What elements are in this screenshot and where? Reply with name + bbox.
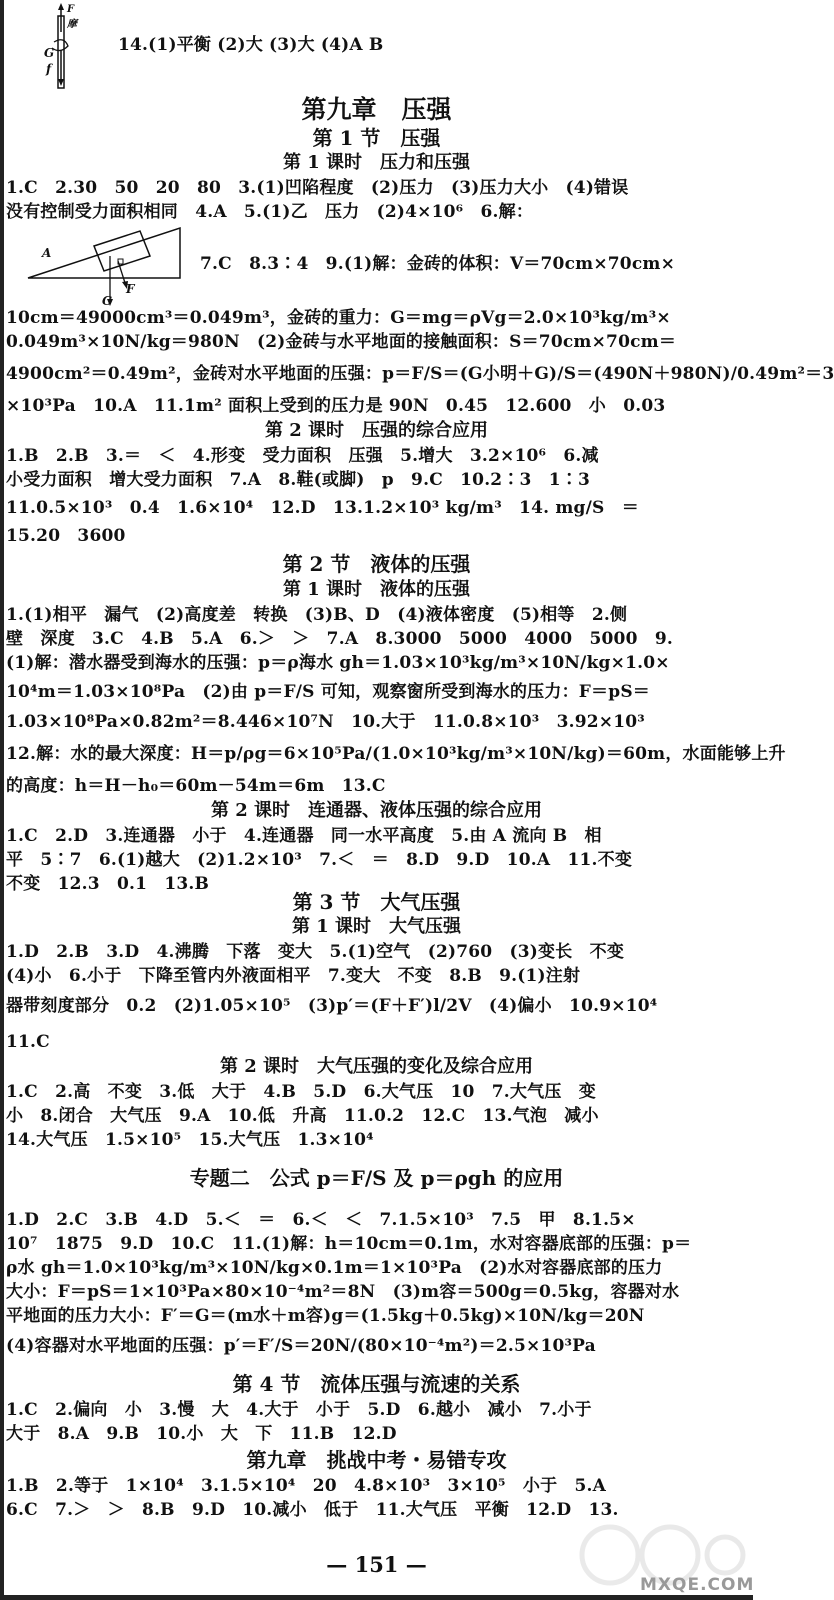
answer-line: 4900cm²＝0.49m²，金砖对水平地面的压强：p＝F/S＝(G小明＋G)/S＝(490N＋980N)/0.49m²＝3 (6, 364, 834, 384)
incline-label-a: A (42, 246, 52, 260)
answer-line: 1.C 2.D 3.连通器 小于 4.连通器 同一水平高度 5.由 A 流向 B 相 (6, 826, 602, 846)
answer-line: 14.大气压 1.5×10⁵ 15.大气压 1.3×10⁴ (6, 1130, 374, 1150)
force-label-top: F摩 (67, 4, 77, 30)
section-4-title: 第 4 节 流体压强与流速的关系 (232, 1372, 521, 1396)
incline-figure (22, 216, 192, 308)
answer-line: 器带刻度部分 0.2 (2)1.05×10⁵ (3)p′＝(F＋F′)l/2V (4)偏小 10.9×10⁴ (6, 996, 658, 1016)
answer-line: 1.C 2.偏向 小 3.慢 大 4.大于 小于 5.D 6.越小 减小 7.小于 (6, 1400, 592, 1420)
answer-line: 1.C 2.高 不变 3.低 大于 4.B 5.D 6.大气压 10 7.大气压 变 (6, 1082, 596, 1102)
section-1-title: 第 1 节 压强 (312, 126, 441, 150)
section-2-title: 第 2 节 液体的压强 (282, 552, 471, 576)
answer-line: 7.C 8.3∶4 9.(1)解：金砖的体积：V＝70cm×70cm× (200, 254, 676, 274)
incline-label-f: F (126, 282, 135, 296)
answer-line: 12.解：水的最大深度：H＝p/ρg＝6×10⁵Pa/(1.0×10³kg/m³×10N/kg)＝60m，水面能够上升 (6, 744, 786, 764)
chapter-title: 第九章 压强 (301, 95, 452, 124)
answer-line: 11.C (6, 1032, 50, 1052)
force-diagram-figure (40, 2, 80, 90)
lesson-2-2-title: 第 2 课时 连通器、液体压强的综合应用 (210, 800, 543, 821)
answer-line: 1.D 2.C 3.B 4.D 5.＜ ＝ 6.＜ ＜ 7.1.5×10³ 7.5 甲 8.1.5× (6, 1210, 636, 1230)
answer-line: 1.(1)相平 漏气 (2)高度差 转换 (3)B、D (4)液体密度 (5)相等 2.侧 (6, 605, 628, 625)
lesson-1-2-title: 第 2 课时 压强的综合应用 (264, 420, 489, 441)
incline-label-g: G (102, 294, 113, 308)
watermark-text: MXQE.COM (640, 1575, 755, 1595)
answer-line: 小受力面积 增大受力面积 7.A 8.鞋(或脚) p 9.C 10.2∶3 1∶3 (6, 470, 591, 490)
answer-line: 1.C 2.30 50 20 80 3.(1)凹陷程度 (2)压力 (3)压力大小 (4)错误 (6, 178, 629, 198)
force-label-g: G (44, 46, 55, 60)
answer-line: 壁 深度 3.C 4.B 5.A 6.＞ ＞ 7.A 8.3000 5000 4000 5000 9. (6, 629, 673, 649)
special-topic-title: 专题二 公式 p＝F/S 及 p＝ρgh 的应用 (189, 1166, 564, 1190)
answer-line: ρ水 gh＝1.0×10³kg/m³×10N/kg×0.1m＝1×10³Pa (2)水对容器底部的压力 (6, 1258, 663, 1278)
challenge-title: 第九章 挑战中考・易错专攻 (246, 1448, 507, 1472)
answer-line: 15.20 3600 (6, 526, 126, 546)
answer-line: 平地面的压力大小：F′＝G＝(m水＋m容)g＝(1.5kg＋0.5kg)×10N/kg＝20N (6, 1306, 645, 1326)
answer-line: 10cm＝49000cm³＝0.049m³，金砖的重力：G＝mg＝ρVg＝2.0×10³kg/m³× (6, 308, 671, 328)
bottom-border (0, 1595, 753, 1600)
answer-line: 1.B 2.B 3.＝ ＜ 4.形变 受力面积 压强 5.增大 3.2×10⁶ 6.减 (6, 446, 599, 466)
answer-line: 小 8.闭合 大气压 9.A 10.低 升高 11.0.2 12.C 13.气泡 减小 (6, 1106, 599, 1126)
answer-line: 的高度：h＝H－h₀＝60m－54m＝6m 13.C (6, 776, 386, 796)
answer-line: ×10³Pa 10.A 11.1m² 面积上受到的压力是 90N 0.45 12.600 小 0.03 (6, 396, 666, 416)
lesson-3-1-title: 第 1 课时 大气压强 (291, 916, 462, 937)
answer-line: 6.C 7.＞ ＞ 8.B 9.D 10.减小 低于 11.大气压 平衡 12.D 13. (6, 1500, 619, 1520)
answer-line: (4)小 6.小于 下降至管内外液面相平 7.变大 不变 8.B 9.(1)注射 (6, 966, 581, 986)
force-label-f: f (46, 62, 52, 76)
answer-line: 大小：F＝pS＝1×10³Pa×80×10⁻⁴m²＝8N (3)m容＝500g＝0.5kg，容器对水 (6, 1282, 680, 1302)
answer-line: (4)容器对水平地面的压强：p′＝F′/S＝20N/(80×10⁻⁴m²)＝2.5×10³Pa (6, 1336, 596, 1356)
answer-line-14: 14.(1)平衡 (2)大 (3)大 (4)A B (118, 35, 384, 55)
answer-line: 没有控制受力面积相同 4.A 5.(1)乙 压力 (2)4×10⁶ 6.解： (6, 202, 534, 222)
answer-line: 平 5∶7 6.(1)越大 (2)1.2×10³ 7.＜ ＝ 8.D 9.D 10.A 11.不变 (6, 850, 633, 870)
answer-line: 1.03×10⁸Pa×0.82m²＝8.446×10⁷N 10.大于 11.0.8×10³ 3.92×10³ (6, 712, 645, 732)
page-number: — 151 — (326, 1552, 427, 1577)
section-3-title: 第 3 节 大气压强 (292, 890, 461, 914)
lesson-1-1-title: 第 1 课时 压力和压强 (282, 152, 471, 173)
answer-line: 0.049m³×10N/kg＝980N (2)金砖与水平地面的接触面积：S＝70cm×70cm＝ (6, 332, 677, 352)
answer-line: 11.0.5×10³ 0.4 1.6×10⁴ 12.D 13.1.2×10³ kg/m³ 14. mg/S ＝ (6, 498, 639, 518)
answer-line: 10⁴m＝1.03×10⁸Pa (2)由 p＝F/S 可知，观察窗所受到海水的压力：F＝pS＝ (6, 682, 651, 702)
answer-line: 1.D 2.B 3.D 4.沸腾 下落 变大 5.(1)空气 (2)760 (3)变长 不变 (6, 942, 625, 962)
answer-line: 大于 8.A 9.B 10.小 大 下 11.B 12.D (6, 1424, 397, 1444)
lesson-3-2-title: 第 2 课时 大气压强的变化及综合应用 (219, 1056, 534, 1077)
answer-line: (1)解：潜水器受到海水的压强：p＝ρ海水 gh＝1.03×10³kg/m³×10N/kg×1.0× (6, 653, 670, 673)
answer-line: 10⁷ 1875 9.D 10.C 11.(1)解：h＝10cm＝0.1m，水对容器底部的压强：p＝ (6, 1234, 692, 1254)
answer-line: 不变 12.3 0.1 13.B (6, 874, 210, 894)
answer-line: 1.B 2.等于 1×10⁴ 3.1.5×10⁴ 20 4.8×10³ 3×10⁵ 小于 5.A (6, 1476, 607, 1496)
lesson-2-1-title: 第 1 课时 液体的压强 (282, 579, 471, 600)
